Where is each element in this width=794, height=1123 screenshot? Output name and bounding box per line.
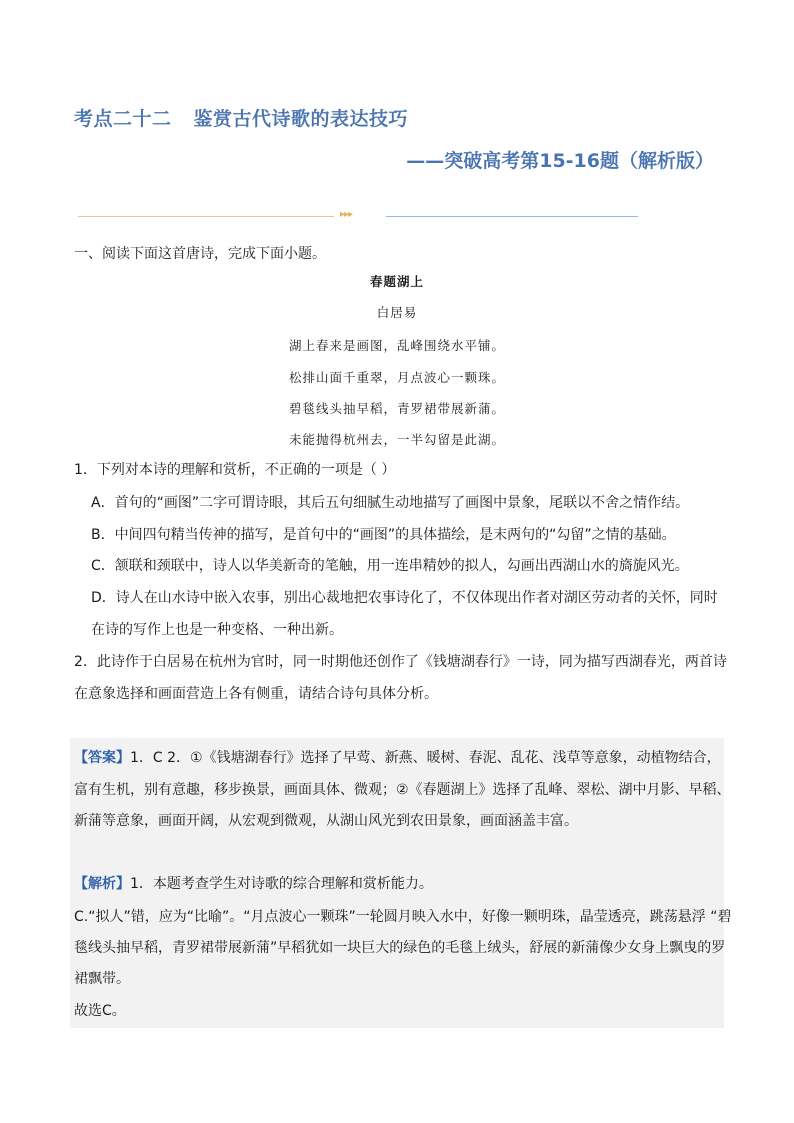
question-2: 2．此诗作于白居易在杭州为官时，同一时期他还创作了《钱塘湖春行》一诗，同为描写西湖春光，两首诗 (74, 654, 727, 670)
answer-line-1: 【答案】1．C 2．①《钱塘湖春行》选择了早莺、新燕、暖树、春泥、乱花、浅草等意象，动植物结合， (74, 750, 721, 766)
analysis-line-4: 裙飘带。 (74, 971, 130, 987)
answer-line-3: 新蒲等意象，画面开阔，从宏观到微观，从湖山风光到农田景象，画面涵盖丰富。 (74, 813, 578, 829)
analysis-block (70, 835, 724, 1028)
poem-line: 松排山面千重翠，月点波心一颗珠。 (288, 370, 505, 385)
analysis-line-2: C.“拟人”错，应为“比喻”。“月点波心一颗珠”一轮圆月映入水中，好像一颗明珠，晶莹透亮，跳荡悬浮 “碧 (74, 909, 732, 925)
poem-line: 湖上春来是画图，乱峰围绕水平铺。 (288, 338, 505, 353)
poem-line: 未能抛得杭州去，一半勾留是此湖。 (288, 432, 505, 447)
question-1: 1．下列对本诗的理解和赏析，不正确的一项是（ ） (74, 462, 396, 478)
divider-line-right (386, 216, 638, 217)
question-1-option-c: C．颔联和颈联中，诗人以华美新奇的笔触，用一连串精妙的拟人，勾画出西湖山水的旖旎风光。 (91, 558, 689, 574)
decorative-divider (78, 211, 638, 221)
question-2-cont: 在意象选择和画面营造上各有侧重，请结合诗句具体分析。 (74, 686, 438, 702)
question-1-option-b: B．中间四句精当传神的描写，是首句中的“画图”的具体描绘，是末两句的“勾留”之情的基础。 (91, 527, 676, 543)
section-heading: 一、阅读下面这首唐诗，完成下面小题。 (74, 246, 326, 262)
poem-line: 碧毯线头抽早稻，青罗裙带展新蒲。 (288, 401, 505, 416)
answer-line-2: 富有生机，别有意趣，移步换景，画面具体、微观；②《春题湖上》选择了乱峰、翠松、湖中月影、早稻、 (74, 782, 731, 798)
page-title (74, 104, 408, 131)
answer-tag: 【答案】 (74, 750, 130, 766)
analysis-tag: 【解析】 (74, 876, 130, 892)
analysis-line-3: 毯线头抽早稻，青罗裙带展新蒲”早稻犹如一块巨大的绿色的毛毯上绒头，舒展的新蒲像少女身上飘曳的罗 (74, 940, 726, 956)
divider-line-left (78, 216, 334, 217)
analysis-line-1: 【解析】1．本题考查学生对诗歌的综合理解和赏析能力。 (74, 876, 433, 892)
title-topic: 鉴赏古代诗歌的表达技巧 (193, 108, 409, 130)
poem-title: 春题湖上 (369, 274, 424, 289)
question-1-option-d-cont: 在诗的写作上也是一种变格、一种出新。 (91, 622, 343, 638)
title-main: 考点二十二 (74, 108, 172, 130)
question-1-option-d: D．诗人在山水诗中嵌入农事，别出心裁地把农事诗化了，不仅体现出作者对湖区劳动者的关怀，同时 (91, 590, 718, 606)
question-1-option-a: A．首句的“画图”二字可谓诗眼，其后五句细腻生动地描写了画图中景象，尾联以不舍之情作结。 (91, 495, 690, 511)
poem-author: 白居易 (376, 305, 418, 320)
divider-arrows-icon: ▸▸▸ (340, 209, 353, 220)
page-subtitle: ——突破高考第15-16题（解析版） (406, 150, 714, 172)
analysis-line-5: 故选C。 (74, 1003, 126, 1019)
